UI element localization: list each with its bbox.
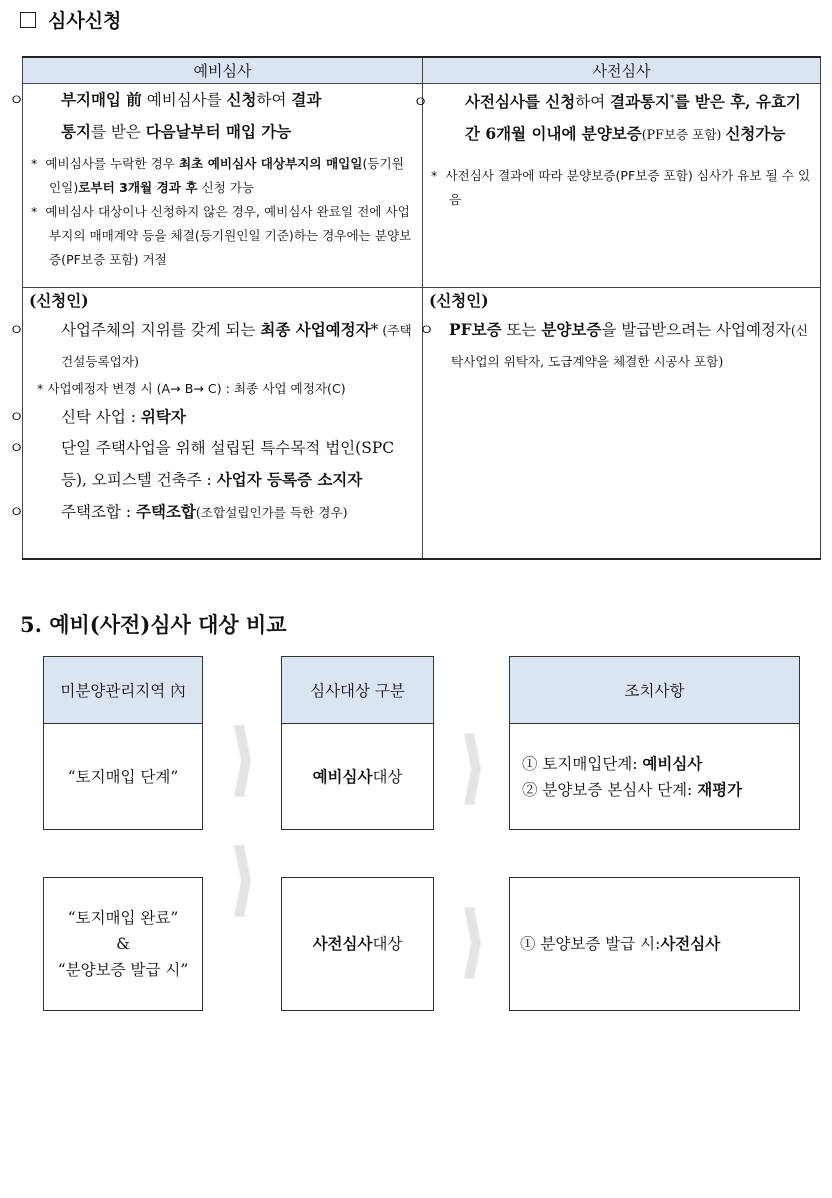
header-preliminary: 예비심사 xyxy=(23,57,423,84)
cell-pre-review-applicant xyxy=(419,288,821,560)
chevron-right-icon xyxy=(462,907,482,979)
comparison-title: 5. 예비(사전)심사 대상 비교 xyxy=(20,612,287,637)
preliminary-note-1: * 예비심사를 누락한 경우 최초 예비심사 대상부지의 매입일(등기원인일)로부터 3개월 경과 후 신청 가능 xyxy=(31,156,404,195)
applicant-note: * 사업예정자 변경 시 (A→ B→ C) : 최종 사업 예정자(C) xyxy=(37,381,346,396)
action-list-1 xyxy=(510,724,799,829)
pre-review-note: * 사전심사 결과에 따라 분양보증(PF보증 포함) 심사가 유보 될 수 있음 xyxy=(431,168,811,208)
target-box-preliminary xyxy=(281,656,434,830)
region-box xyxy=(43,656,203,830)
action-item: ① 토지매입단계: 예비심사 xyxy=(522,753,703,773)
chevron-right-icon xyxy=(462,733,482,805)
pre-review-applicant-item: ㅇ PF보증 또는 분양보증을 발급받으려는 사업예정자(신탁사업의 위탁자, 도급계약을 체결한 시공사 포함) xyxy=(419,320,808,369)
checkbox-square-icon xyxy=(20,12,36,28)
action-box-1 xyxy=(509,656,800,830)
guarantee-issue-text: “분양보증 발급 시” xyxy=(57,961,189,979)
land-complete-box xyxy=(43,877,203,1011)
preliminary-main: ㅇ 부지매입 前 예비심사를 신청하여 결과 통지를 받은 다음날부터 매입 가능 xyxy=(9,90,322,141)
preliminary-note-2: * 예비심사 대상이나 신청하지 않은 경우, 예비심사 완료일 전에 사업부지의 매매계약 등을 체결(등기원인일 기준)하는 경우에는 분양보증(PF보증 포함) 거절 xyxy=(31,204,412,267)
pre-review-main: ㅇ 사전심사를 신청하여 결과통지*를 받은 후, 유효기간 6개월 이내에 분양보증(PF보증 포함) 신청가능 xyxy=(413,92,801,144)
header-pre-review: 사전심사 xyxy=(423,57,821,84)
target-box-pre-review xyxy=(281,877,434,1011)
applicant-item: ㅇ 주택조합 : 주택조합(조합설립인가를 득한 경우) xyxy=(9,502,348,521)
cell-pre-review xyxy=(413,84,821,288)
section-heading xyxy=(20,6,121,33)
pre-review-applicant-title: (신청인) xyxy=(429,291,489,310)
ampersand: & xyxy=(116,935,130,953)
land-purchase-stage: “토지매입 단계” xyxy=(67,767,179,786)
cell-preliminary xyxy=(9,84,423,288)
col2-header: 심사대상 구분 xyxy=(282,657,433,724)
action-item: ② 분양보증 본심사 단계: 재평가 xyxy=(522,779,743,799)
examination-table xyxy=(9,56,821,560)
pre-review-target: 사전심사 대상 xyxy=(312,934,403,953)
chevron-right-icon xyxy=(232,725,252,797)
chevron-right-icon xyxy=(232,845,252,917)
action-item-2: ① 분양보증 발급 시: 사전심사 xyxy=(520,934,721,953)
preliminary-applicant-title: (신청인) xyxy=(29,291,89,310)
applicant-item: ㅇ 사업주체의 지위를 갖게 되는 최종 사업예정자* (주택건설등록업자) xyxy=(9,320,412,369)
land-complete-text: “토지매입 완료” xyxy=(67,909,179,927)
col3-header: 조치사항 xyxy=(510,657,799,724)
applicant-item: ㅇ 단일 주택사업을 위해 설립된 특수목적 법인(SPC 등), 오피스텔 건축주 : 사업자 등록증 소지자 xyxy=(9,439,395,489)
action-box-2 xyxy=(509,877,800,1011)
applicant-item: ㅇ 신탁 사업 : 위탁자 xyxy=(9,407,186,426)
cell-preliminary-applicant xyxy=(9,288,423,560)
preliminary-target: 예비심사 대상 xyxy=(312,766,403,786)
section-title: 심사신청 xyxy=(48,10,122,32)
col1-header: 미분양관리지역 內 xyxy=(44,657,202,724)
